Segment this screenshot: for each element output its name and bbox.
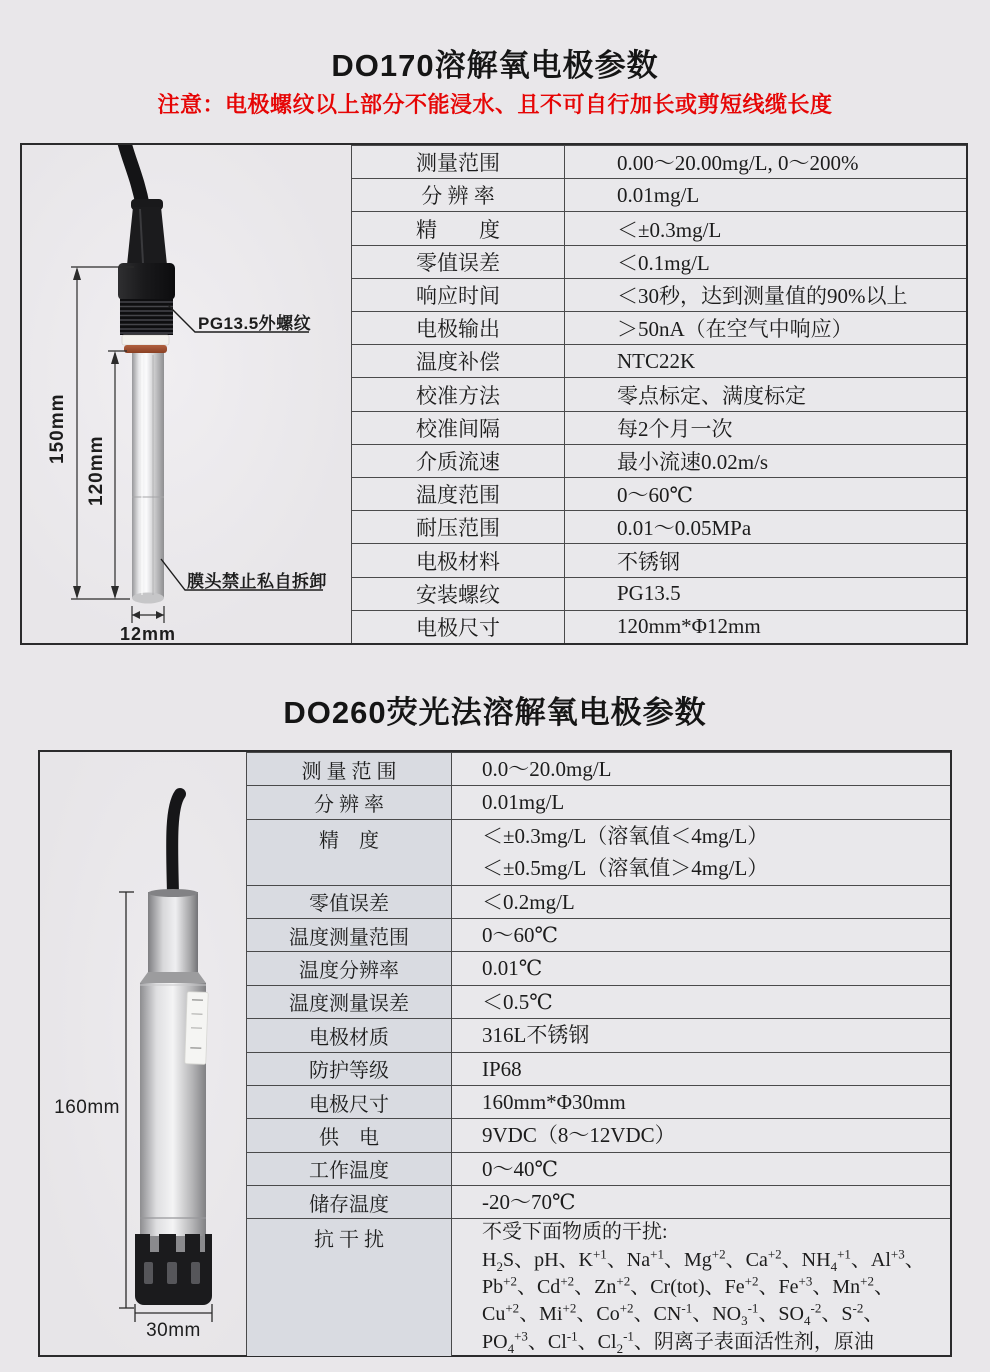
spec-row — [247, 885, 950, 918]
do170-page-title: DO170溶解氧电极参数 — [331, 48, 659, 83]
do260-page-title: DO260荧光法溶解氧电极参数 — [283, 695, 707, 730]
spec-value — [452, 1153, 950, 1185]
spec-value — [452, 1186, 950, 1218]
value-line: 0.01mg/L — [482, 790, 565, 815]
value-line: -20～70℃ — [482, 1190, 576, 1215]
cable — [172, 794, 180, 894]
do260-electrode-illustration — [40, 752, 244, 1355]
spec-row — [352, 411, 966, 444]
do260-spec-rows — [247, 752, 950, 1355]
spec-label: 抗 干 扰 — [247, 1219, 452, 1355]
spec-value: 120mm*Φ12mm — [617, 614, 761, 639]
spec-row — [352, 178, 966, 211]
value-line: ＜0.5℃ — [482, 989, 553, 1014]
spec-value — [452, 820, 950, 885]
spec-value — [452, 919, 950, 951]
value-line: 0.0～20.0mg/L — [482, 757, 612, 781]
spec-value: 0～60℃ — [617, 483, 693, 508]
spec-row — [247, 1218, 950, 1355]
spec-label: 校准间隔 — [352, 412, 565, 444]
spec-value: 0.00～20.00mg/L, 0～200% — [617, 151, 859, 176]
spec-value: 不锈钢 — [617, 549, 680, 574]
spec-value: PG13.5 — [617, 581, 681, 606]
warning-note: 注意：电极螺纹以上部分不能浸水、且不可自行加长或剪短线缆长度 — [157, 92, 833, 117]
spec-label: 温度补偿 — [352, 345, 565, 377]
value-line: 316L不锈钢 — [482, 1023, 590, 1048]
dim-150mm-label: 150mm — [47, 393, 68, 464]
membrane-callout-label: 膜头禁止私自拆卸 — [187, 572, 327, 591]
spec-value: 0.01mg/L — [617, 182, 700, 207]
spec-value — [452, 1019, 950, 1051]
spec-row — [352, 278, 966, 311]
value-line: 0.01℃ — [482, 956, 543, 981]
value-line: IP68 — [482, 1056, 522, 1081]
spec-row — [352, 543, 966, 576]
spec-row — [247, 985, 950, 1018]
spec-label: 零值误差 — [352, 246, 565, 278]
spec-value — [452, 786, 950, 818]
spec-row — [247, 819, 950, 885]
dim-30mm-label: 30mm — [146, 1320, 201, 1341]
spec-label: 防护等级 — [247, 1053, 452, 1085]
spec-value — [452, 1219, 950, 1355]
spec-row — [352, 610, 966, 643]
dim-160-lines — [119, 892, 134, 1308]
spec-value — [452, 1086, 950, 1118]
spec-label: 校准方法 — [352, 378, 565, 410]
value-line: ＜±0.5mg/L（溶氧值＞4mg/L） — [482, 856, 769, 881]
spec-value: 零点标定、满度标定 — [617, 383, 806, 408]
spec-row — [352, 510, 966, 543]
spec-label: 温度范围 — [352, 478, 565, 510]
spec-label: 电极输出 — [352, 312, 565, 344]
spec-value: 每2个月一次 — [617, 416, 733, 441]
spec-label: 温度测量误差 — [247, 986, 452, 1018]
spec-row — [247, 951, 950, 984]
thread-section — [120, 299, 173, 335]
do170-spec-rows — [352, 145, 966, 643]
spec-row — [247, 1052, 950, 1085]
spec-label: 工作温度 — [247, 1153, 452, 1185]
value-line: $Cu^{+2}$、$Mi^{+2}$、$Co^{+2}$、$CN^{-1}$、$NO_3^{-1}$、$SO_4^{-2}$、$S^{-2}$、 — [482, 1300, 884, 1329]
value-line: 160mm*Φ30mm — [482, 1089, 626, 1114]
spec-value — [452, 1053, 950, 1085]
thread-callout-label: PG13.5外螺纹 — [198, 314, 312, 333]
value-line: 不受下面物质的干扰: — [482, 1221, 668, 1244]
spec-value: NTC22K — [617, 348, 696, 373]
spec-label: 储存温度 — [247, 1186, 452, 1218]
spec-value: 0.01～0.05MPa — [617, 516, 752, 541]
spec-label: 电极尺寸 — [352, 611, 565, 643]
spec-row — [352, 145, 966, 178]
spec-label: 分 辨 率 — [352, 179, 565, 211]
cable — [124, 145, 143, 207]
do260-spec-table — [38, 750, 952, 1357]
spec-label: 电极材料 — [352, 544, 565, 576]
spec-label: 测量范围 — [352, 146, 565, 178]
spec-value: ＞50nA（在空气中响应） — [617, 317, 853, 342]
spec-row — [352, 444, 966, 477]
spec-row — [247, 1185, 950, 1218]
spec-label: 分 辨 率 — [247, 786, 452, 818]
dim-160mm-label: 160mm — [54, 1097, 120, 1118]
spec-label: 测 量 范 围 — [247, 753, 452, 785]
spec-label: 零值误差 — [247, 886, 452, 918]
spec-value — [452, 886, 950, 918]
dim-12mm-label: 12mm — [119, 624, 177, 643]
value-line: $H_2S$、pH、$K^{+1}$、$Na^{+1}$、$Mg^{+2}$、$Ca^{+2}$、$NH_4^{+1}$、$Al^{+3}$、 — [482, 1246, 925, 1274]
spec-label: 安装螺纹 — [352, 578, 565, 610]
spec-value: ＜0.1mg/L — [617, 250, 710, 275]
spec-label: 电极材质 — [247, 1019, 452, 1051]
spec-row — [352, 344, 966, 377]
spec-row — [352, 377, 966, 410]
value-line: 0～60℃ — [482, 922, 558, 947]
spec-label: 温度分辨率 — [247, 952, 452, 984]
spec-label: 电极尺寸 — [247, 1086, 452, 1118]
spec-label: 耐压范围 — [352, 511, 565, 543]
value-line: ＜0.2mg/L — [482, 889, 575, 914]
spec-value: ＜±0.3mg/L — [617, 217, 722, 242]
spec-label: 精 度 — [247, 820, 452, 885]
crown-cap — [135, 1234, 212, 1305]
spec-value — [452, 753, 950, 785]
spec-value — [452, 952, 950, 984]
spec-row — [247, 752, 950, 785]
value-line: 9VDC（8～12VDC） — [482, 1123, 676, 1148]
spec-row — [352, 311, 966, 344]
spec-row — [247, 918, 950, 951]
do260-electrode-photo — [40, 752, 247, 1355]
spec-label: 响应时间 — [352, 279, 565, 311]
spec-label: 供 电 — [247, 1119, 452, 1151]
spec-row — [247, 1118, 950, 1151]
spec-row — [247, 785, 950, 818]
value-line: $PO_4^{+3}$、$Cl^{-1}$、$Cl_2^{-1}$、阴离子表面活性剂，原油 — [482, 1328, 874, 1356]
dim-120mm-label: 120mm — [86, 435, 107, 506]
spec-value — [452, 986, 950, 1018]
dim-120-lines — [108, 351, 127, 597]
spec-value: ＜30秒，达到测量值的90%以上 — [617, 283, 908, 308]
value-line: $Pb^{+2}$、$Cd^{+2}$、$Zn^{+2}$、Cr(tot)、$Fe^{+2}$、$Fe^{+3}$、$Mn^{+2}$、 — [482, 1273, 894, 1299]
value-line: ＜±0.3mg/L（溶氧值＜4mg/L） — [482, 823, 769, 848]
product-sticker — [185, 992, 208, 1065]
spec-label: 精 度 — [352, 212, 565, 244]
spec-row — [247, 1085, 950, 1118]
spec-label: 温度测量范围 — [247, 919, 452, 951]
spec-label: 介质流速 — [352, 445, 565, 477]
spec-row — [352, 477, 966, 510]
spec-value: 最小流速0.02m/s — [617, 449, 769, 474]
spec-row — [352, 245, 966, 278]
spec-row — [247, 1152, 950, 1185]
value-line: 0～40℃ — [482, 1156, 558, 1181]
spec-value — [452, 1119, 950, 1151]
spec-row — [352, 211, 966, 244]
do170-electrode-photo — [22, 145, 352, 643]
spec-row — [247, 1018, 950, 1051]
do170-spec-table — [20, 143, 968, 645]
spec-row — [352, 577, 966, 610]
steel-body — [132, 353, 164, 604]
